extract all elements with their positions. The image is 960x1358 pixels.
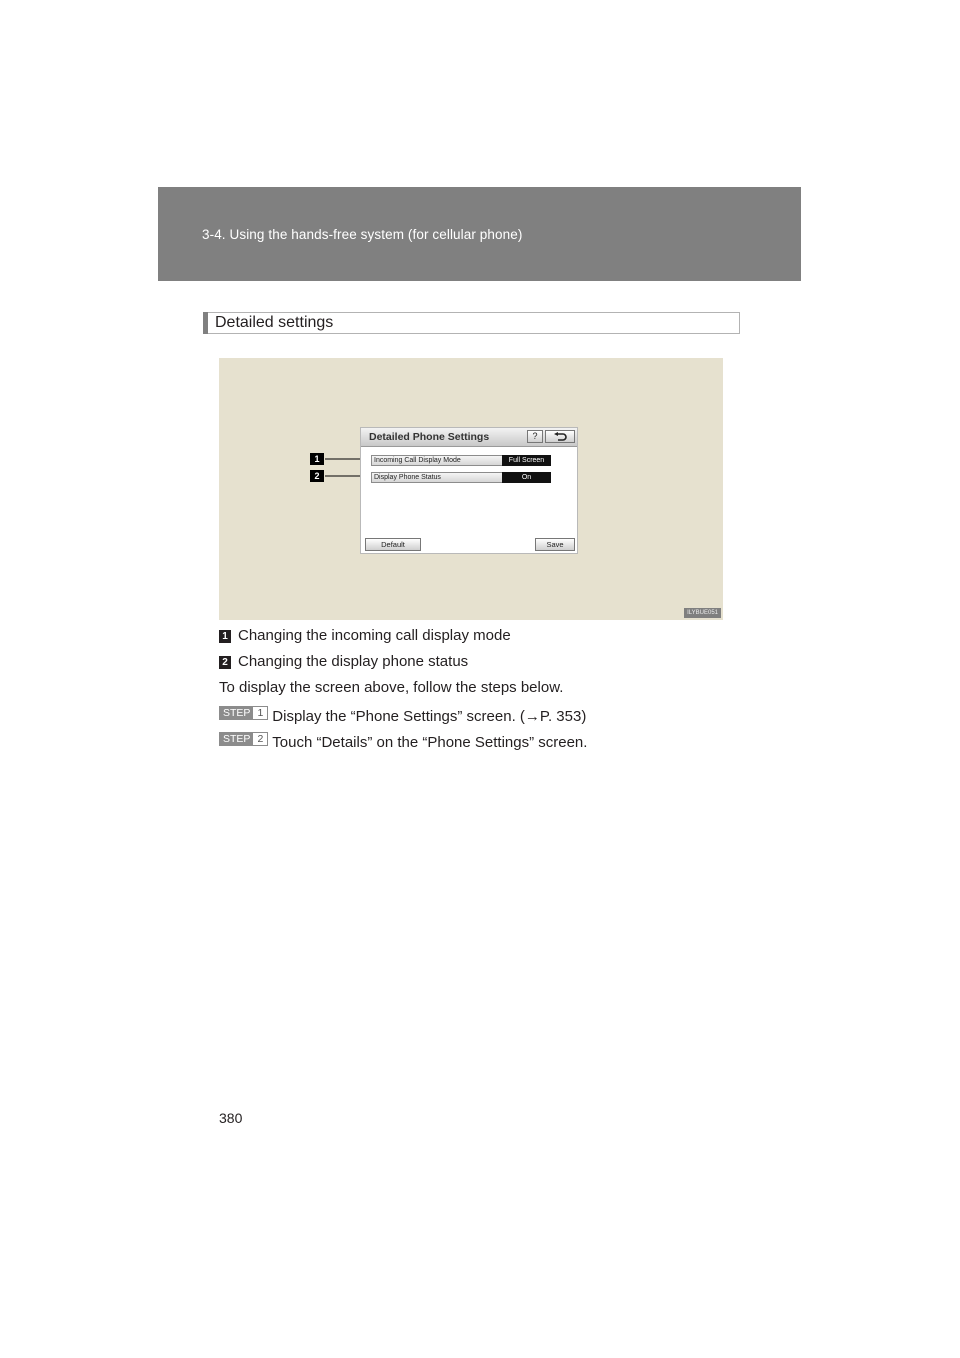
help-button[interactable]: ? bbox=[527, 430, 543, 443]
section-path: 3-4. Using the hands-free system (for cellular phone) bbox=[202, 227, 523, 242]
on-value[interactable]: On bbox=[502, 472, 551, 483]
intro-paragraph: To display the screen above, follow the steps below. bbox=[219, 679, 564, 696]
screen-title-bar bbox=[361, 428, 577, 447]
legend-text: Changing the incoming call display mode bbox=[238, 627, 511, 644]
number-badge: 1 bbox=[219, 630, 231, 643]
row-label: Incoming Call Display Mode bbox=[374, 457, 461, 464]
step-1 bbox=[219, 706, 586, 726]
step-text: Display the “Phone Settings” screen. (→P. 353) bbox=[272, 708, 587, 725]
incoming-call-display-mode-row[interactable] bbox=[371, 455, 551, 466]
display-phone-status-row[interactable] bbox=[371, 472, 551, 483]
callout-1: 1 bbox=[310, 453, 324, 465]
section-heading bbox=[203, 312, 740, 334]
section-title: Detailed settings bbox=[215, 314, 334, 331]
legend-item-1 bbox=[219, 627, 511, 645]
step-badge: STEP 1 bbox=[219, 706, 268, 720]
row-label: Display Phone Status bbox=[374, 474, 441, 481]
page-number: 380 bbox=[219, 1110, 243, 1126]
screen-illustration bbox=[219, 358, 723, 620]
legend-item-2 bbox=[219, 653, 468, 671]
figure-id: ILYBUE051 bbox=[684, 608, 721, 618]
callout-2: 2 bbox=[310, 470, 324, 482]
step-badge: STEP 2 bbox=[219, 732, 268, 746]
legend-text: Changing the display phone status bbox=[238, 653, 469, 670]
full-screen-value[interactable]: Full Screen bbox=[502, 455, 551, 466]
phone-settings-screen bbox=[360, 427, 578, 554]
back-button[interactable] bbox=[545, 430, 575, 443]
number-badge: 2 bbox=[219, 656, 231, 669]
section-marker bbox=[203, 312, 208, 334]
back-arrow-icon bbox=[553, 432, 567, 442]
save-button[interactable]: Save bbox=[535, 538, 575, 551]
step-2 bbox=[219, 732, 587, 752]
default-button[interactable]: Default bbox=[365, 538, 421, 551]
page-header-band bbox=[158, 187, 801, 281]
step-text: Touch “Details” on the “Phone Settings” screen. bbox=[272, 734, 588, 751]
screen-title: Detailed Phone Settings bbox=[369, 431, 490, 443]
